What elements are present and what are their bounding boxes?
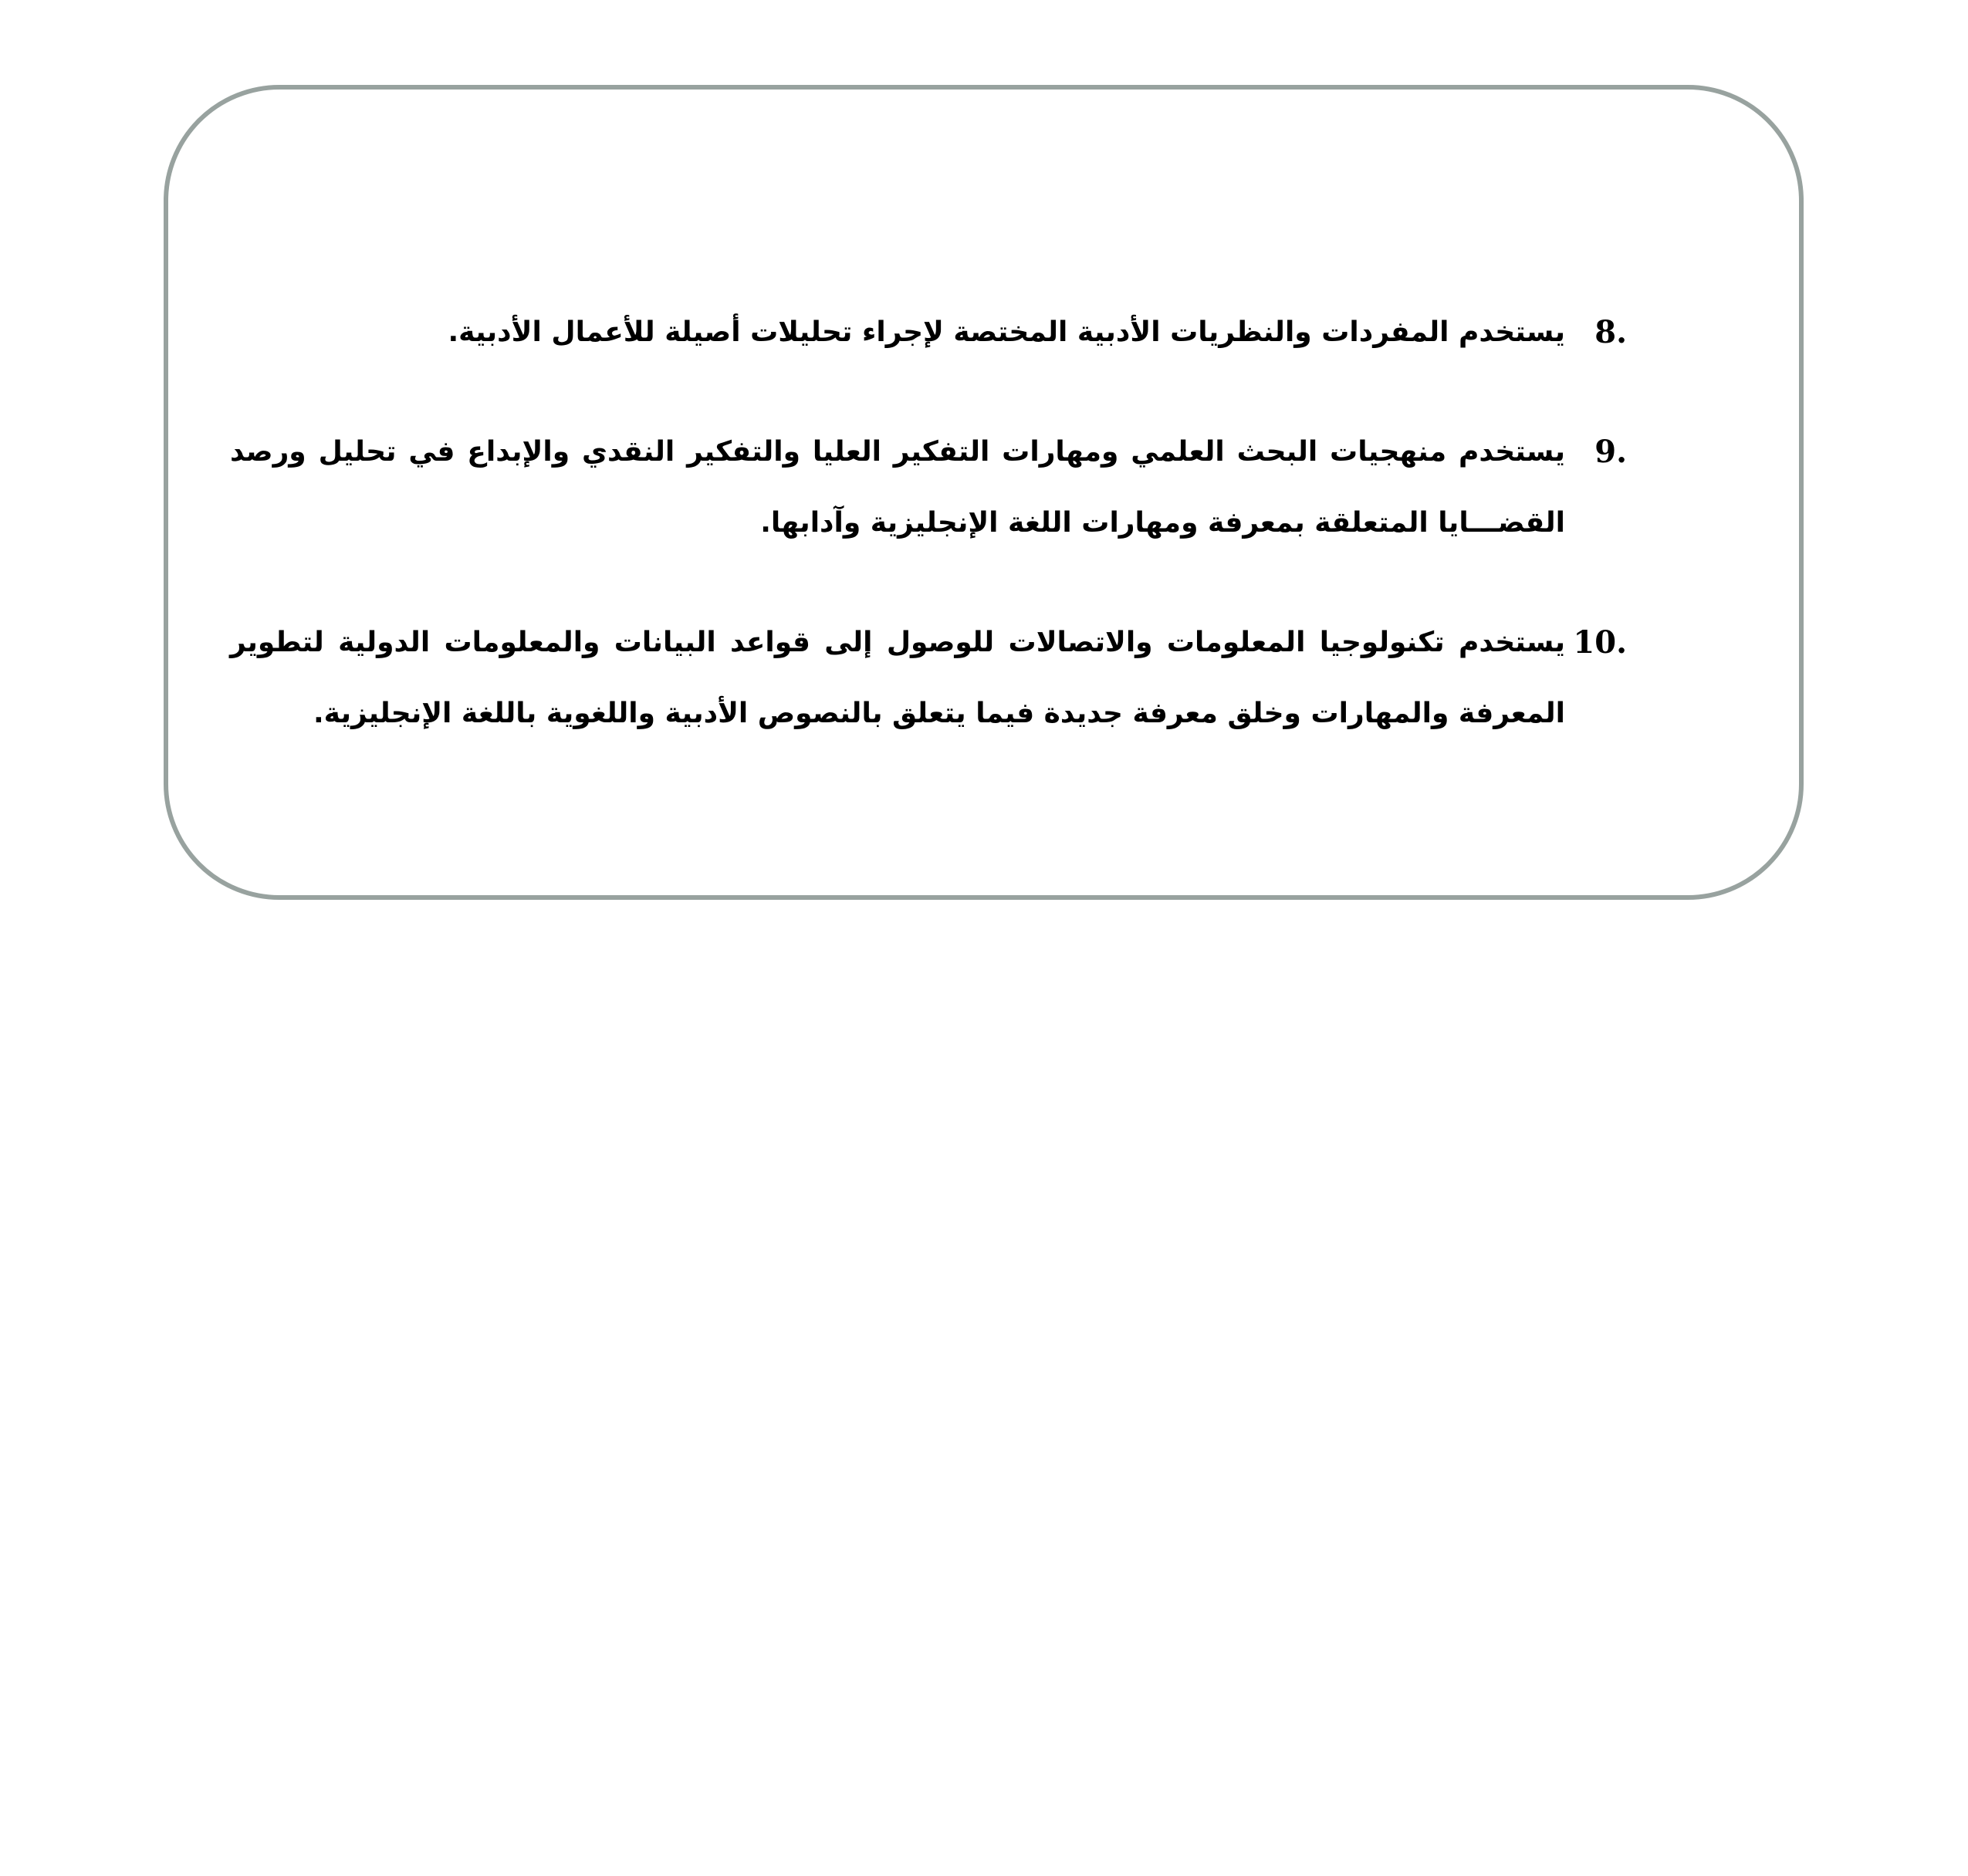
item-text: يستخدم تكنولوجيا المعلومات والاتصالات للوصول إلى قواعد البيانات والمعلومات الدولية لتطوير المعرفة والمهارات وخلق معرفة جديدة فيما يتعلق بالنصوص الأدبية واللغوية باللغة الإنجليزية. [230,627,1565,729]
item-number: 9. [1594,434,1627,470]
item-text: يستخدم المفردات والنظريات الأدبية المختصة لإجراء تحليلات أصيلة للأعمال الأدبية. [448,316,1565,348]
item-number: 10. [1573,624,1627,661]
item-text: يستخدم منهجيات البحث العلمي ومهارات التفكير العليا والتفكير النقدي والإبداع في تحليل ورصد القضـــايا المتعلقة بمعرفة ومهارات اللغة الإنجليزية وآدابها. [230,436,1565,539]
item-number: 8. [1594,314,1627,350]
list-item [230,297,1627,368]
outcomes-list [230,297,1627,798]
list-item [230,607,1627,749]
list-item [230,417,1627,559]
